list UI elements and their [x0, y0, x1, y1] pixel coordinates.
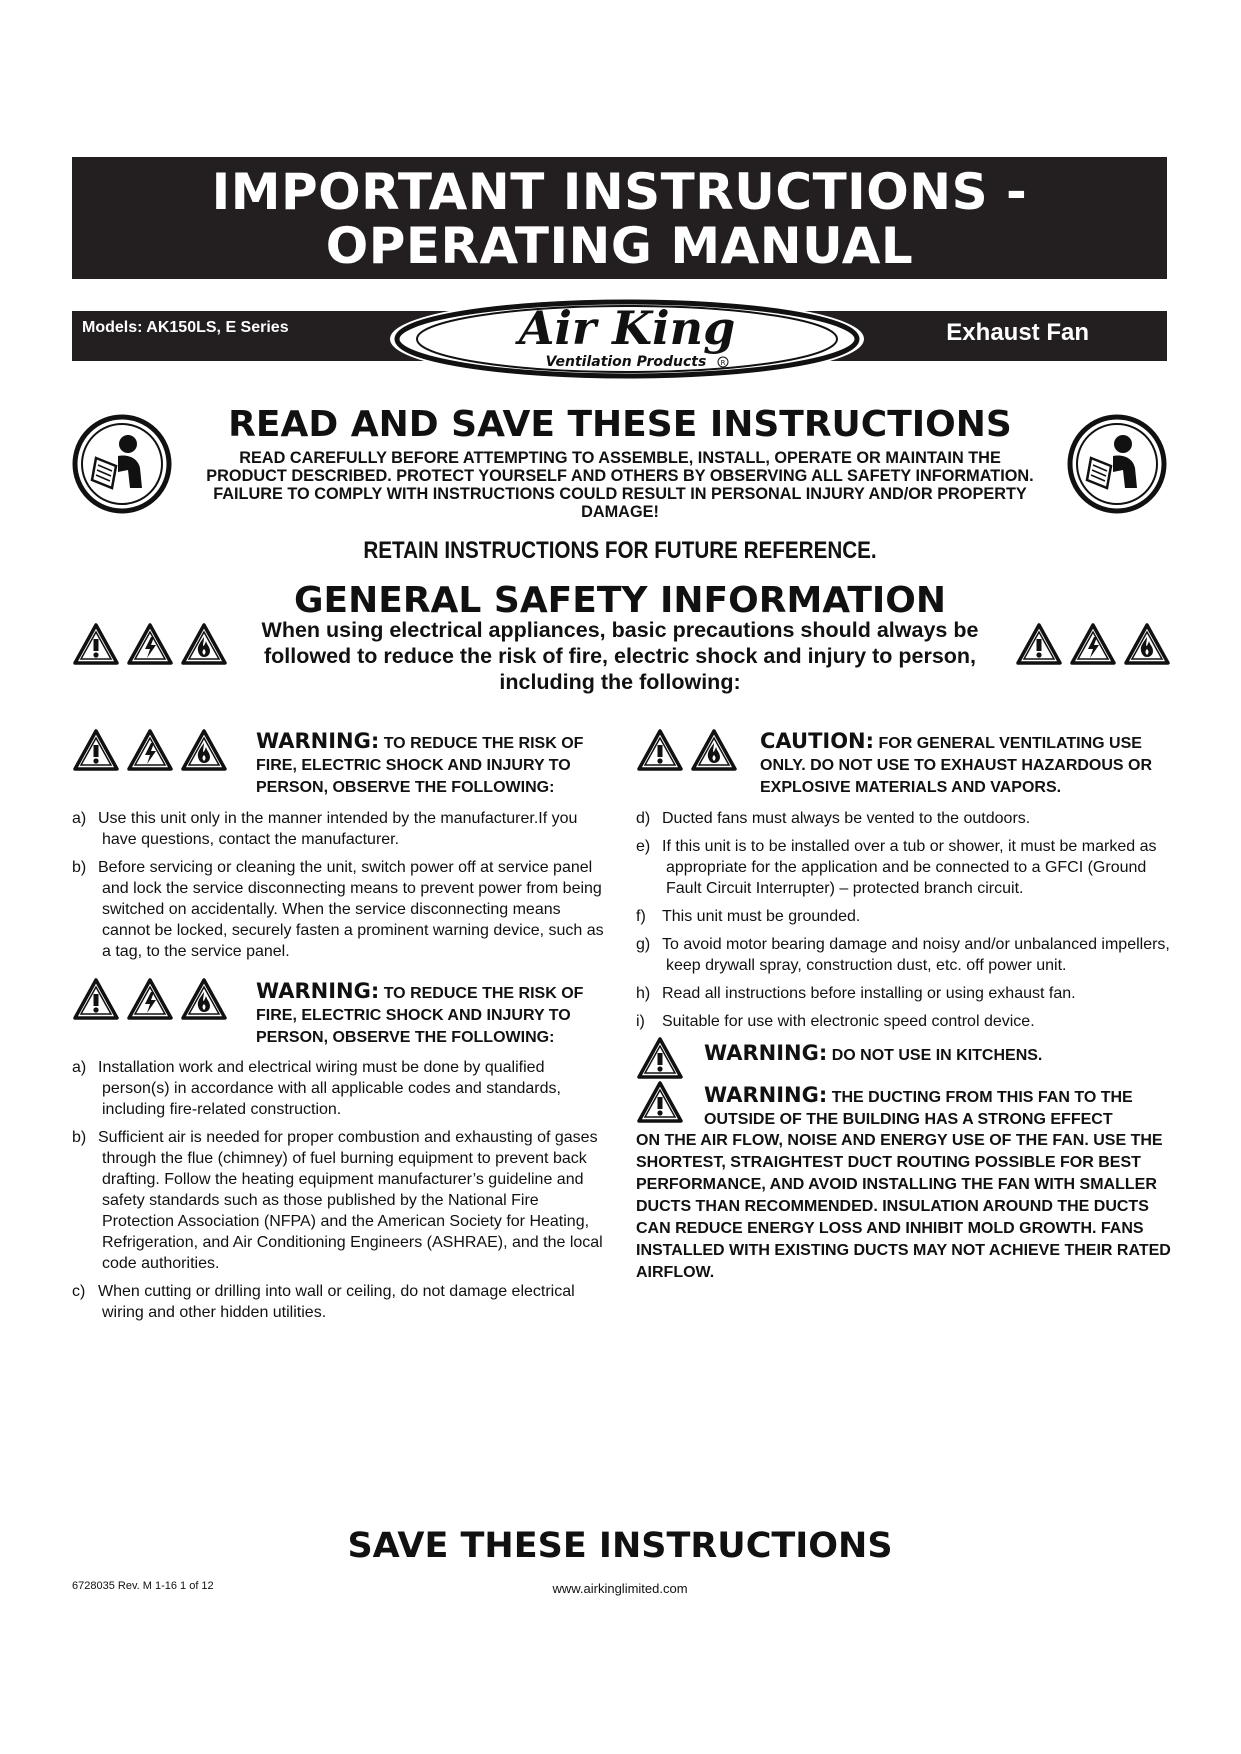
hazard-icons-left	[72, 622, 228, 666]
read-save-heading: READ AND SAVE THESE INSTRUCTIONS	[228, 404, 1012, 445]
caution-text: FOR GENERAL VENTILATING USE ONLY. DO NOT USE TO EXHAUST HAZARDOUS OR EXPLOSIVE MATERIALS AND VAPORS.	[760, 735, 1153, 796]
list-item: b) Sufficient air is needed for proper combustion and exhausting of gases through the flue (chimney) of fuel burning equipment to prevent back drafting. Follow the heating equipment manufacturer’s guideline and safety standards such as those published by the National Fire Protection Association (NFPA) and the American Society for Heating, Refrigeration, and Air Conditioning Engineers (ASHRAE), and the local code authorities.	[72, 1129, 603, 1272]
svg-text:Ventilation Products: Ventilation Products	[545, 354, 707, 370]
caution-label: CAUTION:	[760, 729, 875, 753]
save-instructions-footer: SAVE THESE INSTRUCTIONS	[347, 1526, 893, 1566]
list-item: f) This unit must be grounded.	[636, 908, 861, 925]
list-item: h) Read all instructions before installing or using exhaust fan.	[636, 985, 1076, 1002]
electric-shock-icon	[1069, 622, 1117, 666]
kitchen-warning-text: DO NOT USE IN KITCHENS.	[827, 1047, 1043, 1064]
warning2-icons	[72, 977, 228, 1021]
warning2-heading	[256, 980, 586, 1049]
retain-instructions: RETAIN INSTRUCTIONS FOR FUTURE REFERENCE.	[363, 537, 877, 564]
warning1-text: TO REDUCE THE RISK OF FIRE, ELECTRIC SHOCK AND INJURY TO PERSON, OBSERVE THE FOLLOWING:	[256, 735, 584, 796]
caution-icons	[636, 728, 738, 772]
fire-hazard-icon	[1123, 622, 1171, 666]
general-hazard-icon	[72, 622, 120, 666]
electric-shock-icon	[126, 728, 174, 772]
general-hazard-icon	[636, 728, 684, 772]
list-item: b) Before servicing or cleaning the unit, switch power off at service panel and lock the service disconnecting means to prevent power from being switched on accidentally. When the service disconnecting means cannot be locked, securely fasten a prominent warning device, such as a tag, to the service panel.	[72, 859, 604, 960]
duct-warning-heading	[704, 1084, 1174, 1131]
title-line-2: OPERATING MANUAL	[325, 217, 914, 275]
read-carefully-text: READ CAREFULLY BEFORE ATTEMPTING TO ASSEMBLE, INSTALL, OPERATE OR MAINTAIN THE PRODUCT DESCRIBED. PROTECT YOURSELF AND OTHERS BY OBSERVING ALL SAFETY INFORMATION. FAILURE TO COMPLY WITH INSTRUCTIONS COULD RESULT IN PERSONAL INJURY AND/OR PROPERTY DAMAGE!	[206, 449, 1034, 521]
title-line-1: IMPORTANT INSTRUCTIONS -	[211, 163, 1028, 221]
reader-icon	[72, 414, 172, 514]
list-item: c) When cutting or drilling into wall or ceiling, do not damage electrical wiring and other hidden utilities.	[72, 1283, 575, 1321]
warning1-icons	[72, 728, 228, 772]
fire-hazard-icon	[690, 728, 738, 772]
general-hazard-icon	[72, 977, 120, 1021]
general-hazard-icon	[72, 728, 120, 772]
kitchen-warning-label: WARNING:	[704, 1041, 828, 1065]
general-hazard-icon	[636, 1080, 684, 1124]
warning2-list	[72, 1057, 612, 1330]
fire-hazard-icon	[180, 977, 228, 1021]
electric-shock-icon	[126, 622, 174, 666]
list-item: i) Suitable for use with electronic speed control device.	[636, 1013, 1035, 1030]
electric-shock-icon	[126, 977, 174, 1021]
air-king-logo	[388, 296, 866, 382]
warning1-label: WARNING:	[256, 729, 380, 753]
document-number: 6728035 Rev. M 1-16 1 of 12	[72, 1580, 214, 1592]
list-item: a) Use this unit only in the manner intended by the manufacturer.If you have questions, contact the manufacturer.	[72, 810, 578, 848]
website-link[interactable]: www.airkinglimited.com	[552, 1581, 688, 1596]
fire-hazard-icon	[180, 622, 228, 666]
list-item: a) Installation work and electrical wiring must be done by qualified person(s) in accordance with all applicable codes and standards, including fire-related construction.	[72, 1059, 561, 1118]
product-type: Exhaust Fan	[946, 319, 1089, 346]
duct-warning-label: WARNING:	[704, 1083, 828, 1107]
list-item: g) To avoid motor bearing damage and noisy and/or unbalanced impellers, keep drywall spray, construction dust, etc. off power unit.	[636, 936, 1170, 974]
svg-text:Air King: Air King	[518, 301, 736, 355]
warning1-list	[72, 808, 612, 969]
warning2-text: TO REDUCE THE RISK OF FIRE, ELECTRIC SHOCK AND INJURY TO PERSON, OBSERVE THE FOLLOWING:	[256, 985, 584, 1046]
kitchen-warning	[704, 1042, 1174, 1067]
fire-hazard-icon	[180, 728, 228, 772]
general-hazard-icon	[636, 1036, 684, 1080]
caution-list	[636, 808, 1176, 1039]
warning2-label: WARNING:	[256, 979, 380, 1003]
caution-heading	[760, 730, 1180, 799]
duct-warning-body: ON THE AIR FLOW, NOISE AND ENERGY USE OF THE FAN. USE THE SHORTEST, STRAIGHTEST DUCT ROUTING POSSIBLE FOR BEST PERFORMANCE, AND AVOID INSTALLING THE FAN WITH SMALLER DUCTS THAN RECOMMENDED. INSULATION AROUND THE DUCTS CAN REDUCE ENERGY LOSS AND INHIBIT MOLD GROWTH. FANS INSTALLED WITH EXISTING DUCTS MAY NOT ACHIEVE THEIR RATED AIRFLOW.	[636, 1132, 1171, 1281]
duct-warning-text-first: THE DUCTING FROM THIS FAN TO THE OUTSIDE OF THE BUILDING HAS A STRONG EFFECT	[704, 1089, 1133, 1128]
svg-text:R: R	[720, 359, 726, 367]
list-item: e) If this unit is to be installed over a tub or shower, it must be marked as appropriate for the application and be connected to a GFCI (Ground Fault Circuit Interrupter) – protected branch circuit.	[636, 838, 1157, 897]
general-hazard-icon	[1015, 622, 1063, 666]
general-safety-heading: GENERAL SAFETY INFORMATION	[293, 580, 947, 621]
general-safety-subtitle: When using electrical appliances, basic precautions should always be followed to reduce the risk of fire, electric shock and injury to person, including the following:	[261, 618, 979, 694]
title-banner	[72, 157, 1167, 279]
models-label: Models: AK150LS, E Series	[82, 319, 289, 336]
hazard-icons-right	[1015, 622, 1171, 666]
list-item: d) Ducted fans must always be vented to the outdoors.	[636, 810, 1031, 827]
reader-icon	[1067, 414, 1167, 514]
warning1-heading	[256, 730, 586, 799]
